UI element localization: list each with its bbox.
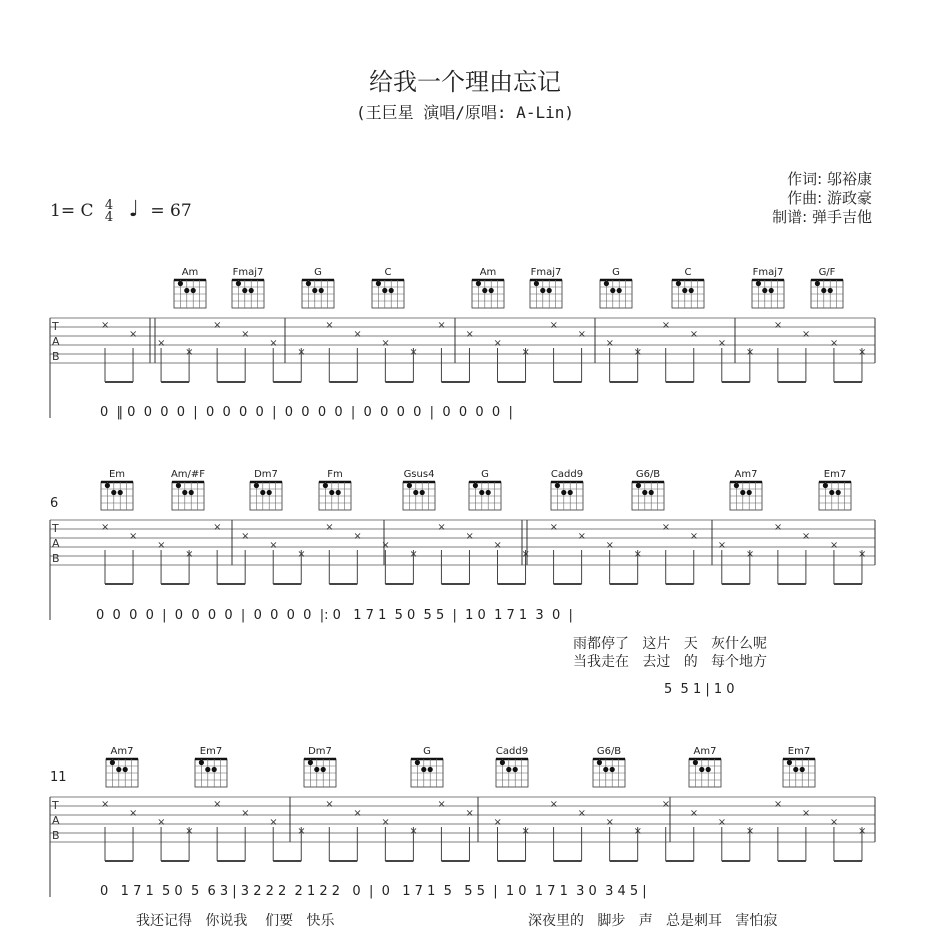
tab-note: × <box>213 320 222 331</box>
chord-dot <box>693 760 698 765</box>
chord-dot <box>610 288 615 293</box>
tab-note: × <box>745 347 755 358</box>
chord-dot <box>561 490 566 495</box>
chord-dot <box>199 760 204 765</box>
chord-dot <box>178 281 183 286</box>
chord-dot <box>319 288 324 293</box>
tab-note: × <box>241 808 250 819</box>
tab-note: × <box>437 522 446 533</box>
chord-dot <box>105 483 110 488</box>
chord-name: C <box>384 267 392 278</box>
tab-note: × <box>577 808 586 819</box>
chord-name: Fmaj7 <box>530 267 562 278</box>
chord-dot <box>489 288 494 293</box>
chord-name: Am <box>181 267 199 278</box>
tab-note: × <box>829 338 839 349</box>
tab-note: × <box>157 817 166 828</box>
chord-dot <box>815 281 820 286</box>
chord-name: Gsus4 <box>403 469 435 480</box>
tab-note: × <box>661 320 671 331</box>
alt-ending-jianpu: 5 5 1 | 1 0 <box>664 682 735 697</box>
tab-letter: A <box>52 335 60 348</box>
chord-dot <box>267 490 272 495</box>
chord-dot <box>506 767 511 772</box>
tab-note: × <box>521 826 530 837</box>
tab-note: × <box>689 531 699 542</box>
jianpu-row-2: 0 0 0 0 | 0 0 0 0 | 0 0 0 0 |: 0 1 7 1 5 0 5 5 | 1 0 1 7 1 3 0 | <box>96 608 573 623</box>
tab-note: × <box>689 808 699 819</box>
tab-letter: T <box>52 799 59 812</box>
chord-dot <box>479 490 484 495</box>
tab-letter: A <box>52 814 60 827</box>
chord-dot <box>568 490 573 495</box>
chord-dot <box>747 490 752 495</box>
chord-dot <box>123 767 128 772</box>
chord-dot <box>415 760 420 765</box>
tab-note: × <box>717 540 727 551</box>
chord-dot <box>382 288 387 293</box>
tab-note: × <box>605 338 615 349</box>
tab-note: × <box>801 808 811 819</box>
chord-dot <box>756 281 761 286</box>
chord-dot <box>636 483 641 488</box>
tab-note: × <box>129 531 138 542</box>
tab-note: × <box>157 540 166 551</box>
chord-dot <box>236 281 241 286</box>
chord-name: Cadd9 <box>495 746 529 757</box>
chord-dot <box>500 760 505 765</box>
lyrics-row2-verse2: 当我走在 去过 的 每个地方 <box>573 654 768 670</box>
tab-note: × <box>129 329 138 340</box>
chord-name: G <box>481 469 489 480</box>
chord-dot <box>116 767 121 772</box>
tab-note: × <box>241 531 250 542</box>
chord-dot <box>413 490 418 495</box>
tab-note: × <box>381 540 390 551</box>
chord-name: Dm7 <box>254 469 278 480</box>
tab-note: × <box>381 817 390 828</box>
chord-dot <box>336 490 341 495</box>
chord-dot <box>762 288 767 293</box>
chord-name: Dm7 <box>308 746 332 757</box>
chord-dot <box>534 281 539 286</box>
tab-note: × <box>549 522 558 533</box>
chord-dot <box>428 767 433 772</box>
tab-letter: T <box>52 320 59 333</box>
tab-note: × <box>633 549 643 560</box>
tab-note: × <box>829 817 839 828</box>
chord-name: Am <box>479 267 497 278</box>
chord-dot <box>421 767 426 772</box>
chord-dot <box>482 288 487 293</box>
chord-dot <box>314 767 319 772</box>
chord-name: Am/#F <box>170 469 206 480</box>
chord-name: Fm <box>327 469 343 480</box>
chord-dot <box>118 490 123 495</box>
chord-dot <box>486 490 491 495</box>
chord-name: G <box>314 267 322 278</box>
tab-note: × <box>801 531 811 542</box>
tab-note: × <box>101 522 110 533</box>
tab-letter: B <box>52 350 60 363</box>
composer-credit: 作曲: 游政豪 <box>787 189 872 207</box>
tab-note: × <box>185 826 194 837</box>
chord-dot <box>212 767 217 772</box>
tab-note: × <box>493 540 502 551</box>
chord-dot <box>242 288 247 293</box>
chord-dot <box>323 483 328 488</box>
tab-note: × <box>101 799 110 810</box>
tab-note: × <box>213 799 222 810</box>
measure-number-11: 11 <box>50 770 67 785</box>
jianpu-row-1: 0 ‖ 0 0 0 0 | 0 0 0 0 | 0 0 0 0 | 0 0 0 0 | 0 0 0 0 | <box>100 405 513 420</box>
chord-dot <box>699 767 704 772</box>
tab-note: × <box>353 808 362 819</box>
tab-note: × <box>717 817 727 828</box>
key-signature: 1= C <box>50 201 94 221</box>
chord-name: Em7 <box>199 746 223 757</box>
tab-note: × <box>829 540 839 551</box>
chord-name: Em <box>108 469 126 480</box>
tab-note: × <box>605 817 615 828</box>
tab-letter: B <box>52 552 60 565</box>
chord-name: Fmaj7 <box>752 267 784 278</box>
tab-note: × <box>493 338 502 349</box>
chord-dot <box>800 767 805 772</box>
tab-note: × <box>437 799 446 810</box>
chord-dot <box>182 490 187 495</box>
chord-dot <box>823 483 828 488</box>
tab-note: × <box>549 799 558 810</box>
lyricist-credit: 作词: 邬裕康 <box>787 170 872 188</box>
tab-note: × <box>745 826 755 837</box>
chord-name: Am7 <box>693 746 717 757</box>
chord-dot <box>376 281 381 286</box>
chord-dot <box>689 288 694 293</box>
chord-dot <box>308 760 313 765</box>
chord-dot <box>617 288 622 293</box>
arranger-credit: 制谱: 弹手吉他 <box>772 208 872 226</box>
tab-note: × <box>493 817 502 828</box>
chord-name: Em7 <box>823 469 847 480</box>
chord-dot <box>189 490 194 495</box>
chord-name: Am7 <box>110 746 134 757</box>
chord-dot <box>407 483 412 488</box>
tempo-value: = 67 <box>150 201 192 221</box>
tab-note: × <box>521 347 530 358</box>
tab-note: × <box>857 347 867 358</box>
tab-note: × <box>605 540 615 551</box>
chord-dot <box>828 288 833 293</box>
tab-note: × <box>857 549 867 560</box>
chord-dot <box>540 288 545 293</box>
time-signature: 4 4 <box>104 197 114 225</box>
chord-dot <box>312 288 317 293</box>
tab-note: × <box>297 549 306 560</box>
chord-dot <box>321 767 326 772</box>
tab-note: × <box>689 329 699 340</box>
tab-note: × <box>773 799 783 810</box>
tab-note: × <box>437 320 446 331</box>
tab-note: × <box>185 549 194 560</box>
tab-letter: B <box>52 829 60 842</box>
chord-name: G <box>612 267 620 278</box>
lyrics-row3-verse2: 深夜里的 脚步 声 总是刺耳 害怕寂 <box>528 913 778 929</box>
chord-dot <box>836 490 841 495</box>
jianpu-row-3: 0 1 7 1 5 0 5 6 3 | 3 2 2 2 2 1 2 2 0 | 0 1 7 1 5 5 5 | 1 0 1 7 1 3 0 3 4 5 | <box>100 884 647 899</box>
tab-note: × <box>465 329 474 340</box>
chord-name: G6/B <box>635 469 661 480</box>
chord-dot <box>205 767 210 772</box>
tab-note: × <box>409 549 418 560</box>
tab-note: × <box>465 531 474 542</box>
chord-dot <box>191 288 196 293</box>
tab-note: × <box>325 522 334 533</box>
tab-note: × <box>297 826 306 837</box>
tab-note: × <box>661 522 671 533</box>
chord-dot <box>603 767 608 772</box>
chord-dot <box>676 281 681 286</box>
chord-dot <box>682 288 687 293</box>
tab-note: × <box>409 347 418 358</box>
chord-dot <box>306 281 311 286</box>
chord-name: G6/B <box>596 746 622 757</box>
chord-dot <box>184 288 189 293</box>
tab-note: × <box>185 347 194 358</box>
measure-number-6: 6 <box>50 496 59 511</box>
tab-note: × <box>633 347 643 358</box>
tab-note: × <box>129 808 138 819</box>
tab-note: × <box>297 347 306 358</box>
chord-dot <box>476 281 481 286</box>
tab-note: × <box>773 320 783 331</box>
tab-note: × <box>325 320 334 331</box>
lyrics-row3-verse1: 我还记得 你说我 们要 快乐 <box>136 913 335 929</box>
chord-dot <box>793 767 798 772</box>
chord-dot <box>610 767 615 772</box>
tab-note: × <box>465 808 474 819</box>
chord-dot <box>176 483 181 488</box>
tab-note: × <box>269 338 278 349</box>
tab-note: × <box>269 817 278 828</box>
chord-name: Em7 <box>787 746 811 757</box>
chord-dot <box>706 767 711 772</box>
chord-dot <box>547 288 552 293</box>
chord-dot <box>787 760 792 765</box>
tab-letter: T <box>52 522 59 535</box>
chord-name: Fmaj7 <box>232 267 264 278</box>
tab-note: × <box>801 329 811 340</box>
tab-note: × <box>157 338 166 349</box>
tab-note: × <box>101 320 110 331</box>
tab-note: × <box>577 329 586 340</box>
tab-note: × <box>633 826 643 837</box>
quarter-note-icon: ♩ <box>128 197 139 222</box>
chord-dot <box>329 490 334 495</box>
tab-note: × <box>577 531 586 542</box>
tab-note: × <box>269 540 278 551</box>
song-title: 给我一个理由忘记 <box>369 68 561 96</box>
chord-dot <box>642 490 647 495</box>
tab-note: × <box>857 826 867 837</box>
tab-note: × <box>661 799 671 810</box>
chord-dot <box>260 490 265 495</box>
tab-note: × <box>717 338 727 349</box>
tab-note: × <box>745 549 755 560</box>
chord-dot <box>829 490 834 495</box>
tab-note: × <box>353 329 362 340</box>
chord-dot <box>740 490 745 495</box>
chord-dot <box>249 288 254 293</box>
chord-dot <box>597 760 602 765</box>
chord-dot <box>254 483 259 488</box>
chord-dot <box>555 483 560 488</box>
chord-name: G/F <box>818 267 836 278</box>
chord-name: Cadd9 <box>550 469 584 480</box>
tab-note: × <box>549 320 558 331</box>
tab-note: × <box>521 549 530 560</box>
chord-name: Am7 <box>734 469 758 480</box>
chord-name: C <box>684 267 692 278</box>
tab-note: × <box>409 826 418 837</box>
chord-dot <box>111 490 116 495</box>
chord-dot <box>821 288 826 293</box>
chord-dot <box>473 483 478 488</box>
chord-dot <box>604 281 609 286</box>
tab-note: × <box>241 329 250 340</box>
lyrics-row2-verse1: 雨都停了 这片 天 灰什么呢 <box>573 636 768 652</box>
tab-letter: A <box>52 537 60 550</box>
tab-note: × <box>325 799 334 810</box>
tab-note: × <box>381 338 390 349</box>
tab-note: × <box>773 522 783 533</box>
tab-note: × <box>213 522 222 533</box>
chord-dot <box>734 483 739 488</box>
chord-dot <box>110 760 115 765</box>
chord-name: G <box>423 746 431 757</box>
song-subtitle: (王巨星 演唱/原唱: A-Lin) <box>356 103 574 122</box>
chord-dot <box>513 767 518 772</box>
tab-note: × <box>353 531 362 542</box>
chord-dot <box>769 288 774 293</box>
chord-dot <box>420 490 425 495</box>
chord-dot <box>389 288 394 293</box>
chord-dot <box>649 490 654 495</box>
